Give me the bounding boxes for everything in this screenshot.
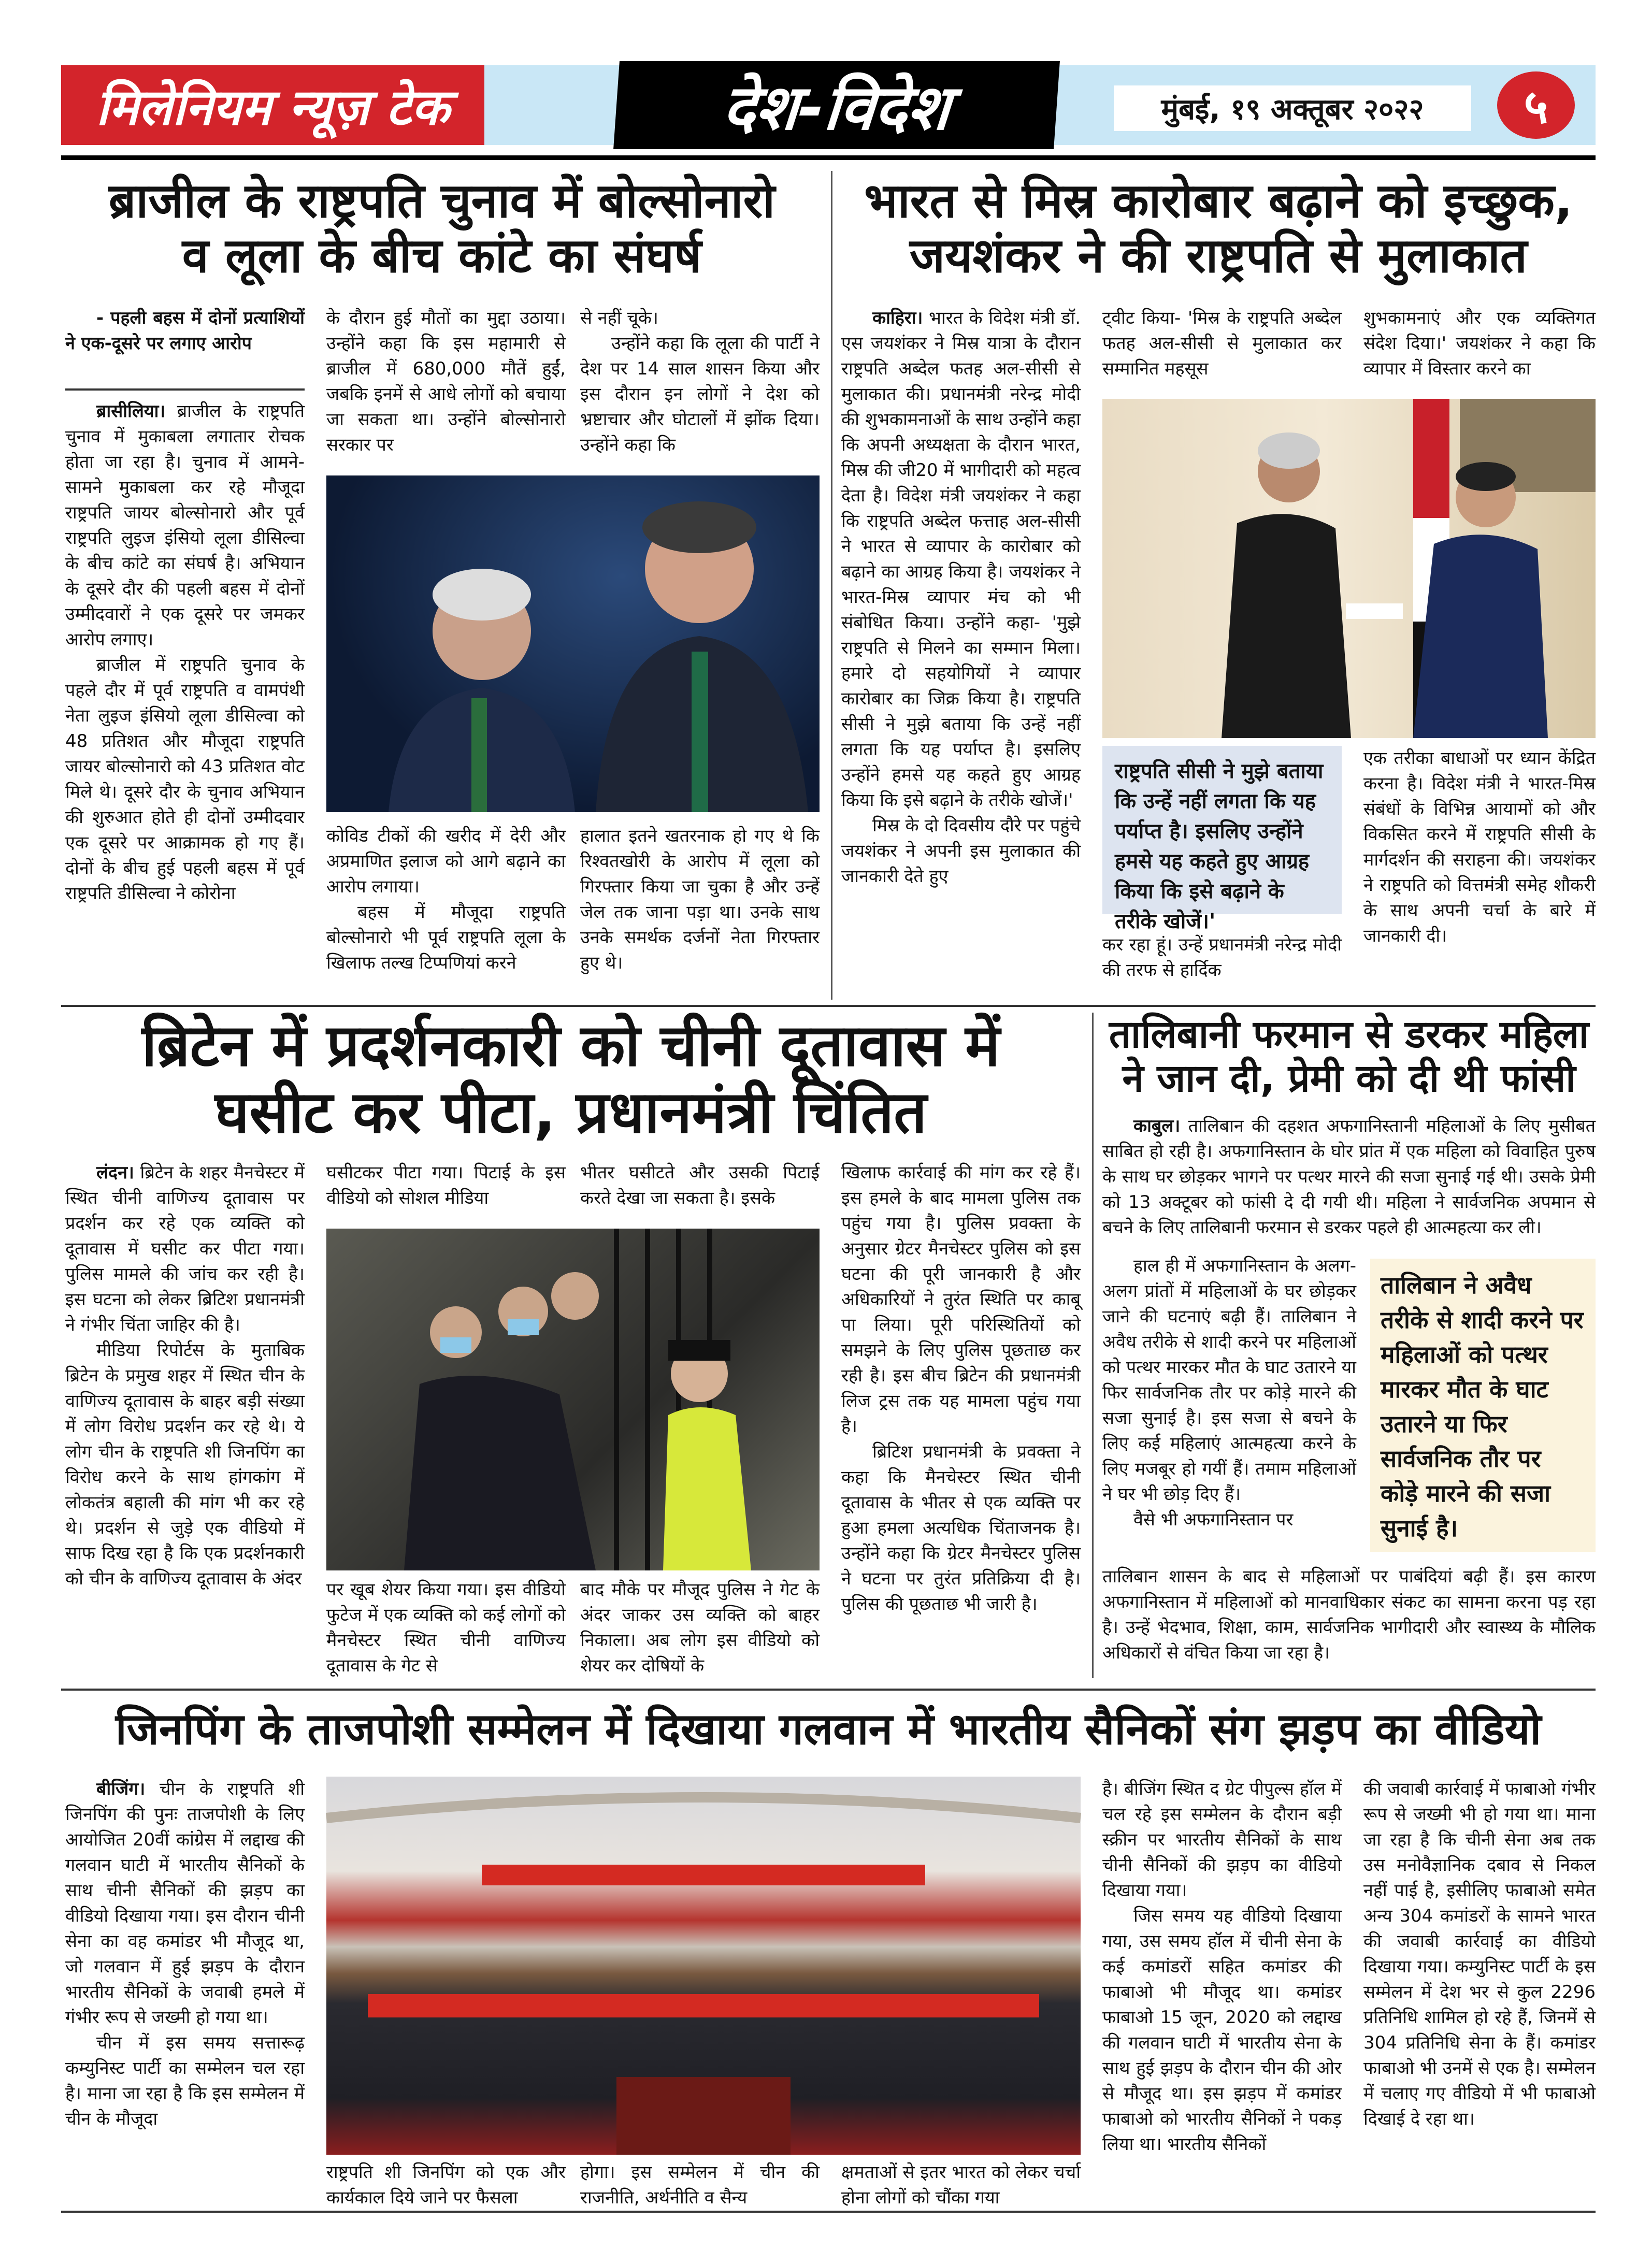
headline-line: ब्राजील के राष्ट्रपति चुनाव में बोल्सोनारो <box>108 173 775 228</box>
paragraph: क्षमताओं से इतर भारत को लेकर चर्चा होना लोगों को चौंका गया <box>841 2162 1081 2208</box>
paragraph: घसीटकर पीटा गया। पिटाई के इस वीडियो को सोशल मीडिया <box>326 1162 566 1208</box>
brazil-headline <box>61 174 823 283</box>
paragraph: हालात इतने खतरनाक हो गए थे कि रिश्वतखोरी के आरोप में लूला को गिरफ्तार किया जा चुका है और उन्हें जेल तक जाना पड़ा था। उनके साथ उनके समर्थक दर्जनों नेता गिरफ्तार हुए थे। <box>580 826 820 973</box>
paragraph: वैसे भी अफगानिस्तान पर <box>1133 1509 1294 1530</box>
headline-line: ने जान दी, प्रेमी को दी थी फांसी <box>1122 1056 1576 1101</box>
paragraph: उन्होंने कहा कि लूला की पार्टी ने देश पर 14 साल शासन किया और इस दौरान इन लोगों ने देश को भ्रष्टाचार और घोटालों में झोंक दिया। उन्होंने कहा कि <box>580 333 820 455</box>
paragraph: के दौरान हुई मौतों का मुद्दा उठाया। उन्होंने कहा कि इस महामारी से ब्राजील में 680,000 मौतें हुईं, जबकि इनमें से आधे लोगों को बचाया जा सकता था। उन्होंने बोल्सोनारो सरकार पर <box>326 308 566 455</box>
britain-column-2-bottom <box>326 1577 566 1678</box>
photo-illustration <box>326 1229 820 1570</box>
paragraph: तालिबान की दहशत अफगानिस्तानी महिलाओं के लिए मुसीबत साबित हो रही है। अफगानिस्तान के घोर प्रांत में एक महिला को विवाहित पुरुष के साथ घर छोड़कर भागने पर पत्थर मारने की सजा सुनाई गई थी। उसके प्रेमी को 13 अक्टूबर को फांसी दे दी गयी थी। महिला ने सार्वजनिक अपमान से बचने के लिए तालिबानी फरमान से डरकर पहले ही आत्महत्या कर ली। <box>1102 1116 1596 1238</box>
egypt-column-3-bottom <box>1363 746 1596 1000</box>
taliban-closing <box>1102 1564 1596 1678</box>
china-column-2 <box>326 2160 566 2212</box>
paragraph: है। बीजिंग स्थित द ग्रेट पीपुल्स हॉल में चल रहे इस सम्मेलन के दौरान बड़ी स्क्रीन पर भारतीय सैनिकों के साथ चीनी सैनिकों की झड़प का वीडियो दिखाया गया। <box>1102 1779 1342 1901</box>
britain-column-3-top <box>580 1160 820 1212</box>
paragraph: राष्ट्रपति शी जिनपिंग को एक और कार्यकाल दिये जाने पर फैसला <box>326 2162 566 2208</box>
photo-party-congress-hall <box>326 1777 1081 2155</box>
headline-line: ब्रिटेन में प्रदर्शनकारी को चीनी दूतावास में <box>141 1012 1000 1079</box>
issue-date: मुंबई, १९ अक्तूबर २०२२ <box>1114 85 1471 131</box>
britain-column-2-top <box>326 1160 566 1212</box>
subhead-divider <box>65 388 305 391</box>
paragraph: कर रहा हूं। उन्हें प्रधानमंत्री नरेन्द्र मोदी की तरफ से हार्दिक <box>1102 934 1342 980</box>
photo-lula-bolsonaro <box>326 475 820 812</box>
egypt-pull-quote: राष्ट्रपति सीसी ने मुझे बताया कि उन्हें नहीं लगता कि यह पर्याप्त है। इसलिए उन्होंने हमसे यह कहते हुए आग्रह किया कि इसे बढ़ाने के तरीके खोजें।' <box>1102 746 1342 914</box>
page-number: ५ <box>1497 71 1575 139</box>
paragraph: चीन के राष्ट्रपति शी जिनपिंग की पुनः ताजपोशी के लिए आयोजित 20वीं कांग्रेस में लद्दाख की गलवान घाटी में भारतीय सैनिकों के साथ चीनी सैनिकों की झड़प का वीडियो दिखाया गया। इस दौरान चीनी सेना का वह कमांडर भी मौजूद था, जो गलवान में हुई झड़प के दौरान भारतीय सैनिकों के जवाबी हमले में गंभीर रूप से जख्मी हो गया था। <box>65 1779 305 2028</box>
britain-headline <box>61 1013 1081 1146</box>
photo-illustration <box>326 475 820 812</box>
taliban-intro <box>1102 1114 1596 1253</box>
dateline: ब्रासीलिया। <box>96 401 166 422</box>
brazil-column-2-top <box>326 306 566 461</box>
egypt-column-2-bottom <box>1102 932 1342 1000</box>
column-divider <box>1092 1013 1094 1678</box>
section-title: देश-विदेश <box>613 61 1060 149</box>
taliban-pull-quote: तालिबान ने अवैध तरीके से शादी करने पर महिलाओं को पत्थर मारकर मौत के घाट उतारने या फिर सार्वजनिक तौर पर कोड़े मारने की सजा सुनाई है। <box>1370 1259 1596 1552</box>
paragraph: बहस में मौजूदा राष्ट्रपति बोल्सोनारो भी पूर्व राष्ट्रपति लूला के खिलाफ तल्ख टिप्पणियां करने <box>326 902 566 973</box>
taliban-column <box>1102 1253 1356 1564</box>
photo-illustration <box>1102 399 1596 738</box>
footer-rule <box>61 2211 1596 2213</box>
dateline: काहिरा। <box>872 308 923 328</box>
headline-line: व लूला के बीच कांटे का संघर्ष <box>182 227 702 283</box>
paragraph: कोविड टीकों की खरीद में देरी और अप्रमाणित इलाज को आगे बढ़ाने का आरोप लगाया। <box>326 826 566 897</box>
egypt-headline <box>841 174 1596 283</box>
headline-line: तालिबानी फरमान से डरकर महिला <box>1109 1012 1589 1057</box>
paragraph: ट्वीट किया- 'मिस्र के राष्ट्रपति अब्देल फतह अल-सीसी से मुलाकात कर सम्मानित महसूस <box>1102 308 1342 379</box>
subhead-text: - पहली बहस में दोनों प्रत्याशियों ने एक-दूसरे पर लगाए आरोप <box>65 308 305 354</box>
paragraph: की जवाबी कार्रवाई में फाबाओ गंभीर रूप से जख्मी भी हो गया था। माना जा रहा है कि चीनी सेना अब तक उस मनोवैज्ञानिक दबाव से निकल नहीं पाई है, इसीलिए फाबाओ समेत अन्य 304 कमांडरों के सामने भारत की जवाबी कार्रवाई का वीडियो दिखाया गया। कम्युनिस्ट पार्टी के इस सम्मेलन में देश भर से कुल 2296 प्रतिनिधि शामिल हो रहे हैं, जिनमें से 304 प्रतिनिधि सेना के हैं। कमांडर फाबाओ भी उनमें से एक है। सम्मेलन में चलाए गए वीडियो में भी फाबाओ दिखाई दे रहा था। <box>1363 1779 1596 2129</box>
paragraph: जिस समय यह वीडियो दिखाया गया, उस समय हॉल में चीनी सेना के कई कमांडरों सहित कमांडर की फाबाओ भी मौजूद था। कमांडर फाबाओ 15 जून, 2020 को लद्दाख की गलवान घाटी में भारतीय सेना के साथ हुई झड़प के दौरान चीन की ओर से मौजूद था। इस झड़प में कमांडर फाबाओ को भारतीय सैनिकों ने पकड़ लिया था। भारतीय सैनिकों <box>1102 1906 1342 2155</box>
paragraph: एक तरीका बाधाओं पर ध्यान केंद्रित करना है। विदेश मंत्री ने भारत-मिस्र संबंधों के विभिन्न आयामों को और विकसित करने में राष्ट्रपति सीसी के मार्गदर्शन की सराहना की। जयशंकर ने राष्ट्रपति को वित्तमंत्री समेह शौकरी के साथ अपनी चर्चा के बारे में जानकारी दी। <box>1363 748 1596 946</box>
paragraph: चीन में इस समय सत्तारूढ़ कम्युनिस्ट पार्टी का सम्मेलन चल रहा है। माना जा रहा है कि इस सम्मेलन में चीन के मौजूदा <box>65 2032 305 2129</box>
china-column-4 <box>841 2160 1081 2212</box>
paragraph: से नहीं चूके। <box>580 308 658 328</box>
egypt-column-2-top <box>1102 306 1342 383</box>
headline-line: भारत से मिस्र कारोबार बढ़ाने को इच्छुक, <box>864 173 1573 228</box>
paragraph: शुभकामनाएं और एक व्यक्तिगत संदेश दिया।' जयशंकर ने कहा कि व्यापार में विस्तार करने का <box>1363 308 1596 379</box>
photo-illustration <box>326 1777 1081 2155</box>
brazil-column-3-top <box>580 306 820 461</box>
britain-column-3-bottom <box>580 1577 820 1678</box>
section-divider <box>61 1689 1596 1691</box>
britain-column-4 <box>841 1160 1081 1678</box>
china-headline: जिनपिंग के ताजपोशी सम्मेलन में दिखाया गलवान में भारतीय सैनिकों संग झड़प का वीडियो <box>115 1704 1542 1754</box>
britain-column-1 <box>65 1160 305 1678</box>
brazil-column-1 <box>65 399 305 1000</box>
headline-line: जयशंकर ने की राष्ट्रपति से मुलाकात <box>909 227 1528 283</box>
paragraph: ब्रिटेन के शहर मैनचेस्टर में स्थित चीनी वाणिज्य दूतावास पर प्रदर्शन कर रहे एक व्यक्ति को दूतावास में घसीट कर पीटा गया। पुलिस मामले की जांच कर रही है। इस घटना को लेकर ब्रिटिश प्रधानमंत्री ने गंभीर चिंता जाहिर की है। <box>65 1162 305 1335</box>
brazil-subhead <box>65 306 305 383</box>
photo-jaishankar-sisi <box>1102 399 1596 738</box>
paragraph: ब्राजील के राष्ट्रपति चुनाव में मुकाबला लगातार रोचक होता जा रहा है। चुनाव में आमने-सामने मुकाबला कर रहे मौजूदा राष्ट्रपति जायर बोल्सोनारो और पूर्व राष्ट्रपति लुइज इंसियो लूला डीसिल्वा के बीच कांटे का संघर्ष है। अभियान के दूसरे दौर की पहली बहस में दोनों उम्मीदवारों ने एक दूसरे पर जमकर आरोप लगाए। <box>65 401 305 650</box>
paragraph: हाल ही में अफगानिस्तान के अलग-अलग प्रांतों में महिलाओं के घर छोड़कर जाने की घटनाएं बढ़ी हैं। तालिबान ने अवैध तरीके से शादी करने पर महिलाओं को पत्थर मारकर मौत के घाट उतारने या फिर सार्वजनिक तौर पर कोड़े मारने की सजा सुनाई है। इस सजा से बचने के लिए कई महिलाएं आत्महत्या करने के लिए मजबूर हो गयीं हैं। तमाम महिलाओं ने घर भी छोड़ दिए हैं। <box>1102 1256 1356 1505</box>
paragraph: होगा। इस सम्मेलन में चीन की राजनीति, अर्थनीति व सैन्य <box>580 2162 820 2208</box>
dateline: लंदन। <box>96 1162 134 1183</box>
paragraph: ब्रिटिश प्रधानमंत्री के प्रवक्ता ने कहा कि मैनचेस्टर स्थित चीनी दूतावास के भीतर से एक व्यक्ति पर हुआ हमला अत्यधिक चिंताजनक है। उन्होंने कहा कि ग्रेटर मैनचेस्टर पुलिस ने घटना पर तुरंत प्रतिक्रिया दी है। पुलिस की पूछताछ भी जारी है। <box>841 1441 1081 1614</box>
paragraph: भीतर घसीटते और उसकी पिटाई करते देखा जा सकता है। इसके <box>580 1162 820 1208</box>
china-column-6 <box>1363 1777 1596 2191</box>
paragraph: ब्राजील में राष्ट्रपति चुनाव के पहले दौर में पूर्व राष्ट्रपति व वामपंथी नेता लुइज इंसियो लूला डीसिल्वा को 48 प्रतिशत और मौजूदा राष्ट्रपति जायर बोल्सोनारो को 43 प्रतिशत वोट मिले थे। दूसरे दौर के चुनाव अभियान की शुरुआत होते ही दोनों उम्मीदवार एक दूसरे पर आक्रामक हो गए हैं। दोनों के बीच हुई पहली बहस में पूर्व राष्ट्रपति डीसिल्वा ने कोरोना <box>65 655 305 904</box>
taliban-headline <box>1102 1013 1596 1101</box>
paragraph: मिस्र के दो दिवसीय दौरे पर पहुंचे जयशंकर ने अपनी इस मुलाकात की जानकारी देते हुए <box>841 815 1081 887</box>
headline-line: घसीट कर पीटा, प्रधानमंत्री चिंतित <box>214 1078 927 1146</box>
china-column-5 <box>1102 1777 1342 2191</box>
photo-manchester-consulate-scuffle <box>326 1229 820 1570</box>
china-column-3 <box>580 2160 820 2212</box>
paragraph: पर खूब शेयर किया गया। इस वीडियो फुटेज में एक व्यक्ति को कई लोगों को मैनचेस्टर स्थित चीनी वाणिज्य दूतावास के गेट से <box>326 1579 566 1676</box>
header-rule <box>61 155 1596 160</box>
china-column-1 <box>65 1777 305 2191</box>
brazil-column-3-bottom <box>580 824 820 1000</box>
egypt-column-3-top <box>1363 306 1596 383</box>
paragraph: तालिबान शासन के बाद से महिलाओं पर पाबंदियां बढ़ी हैं। इस कारण अफगानिस्तान में महिलाओं को मानवाधिकार संकट का सामना करना पड़ रहा है। उन्हें भेदभाव, शिक्षा, काम, सार्वजनिक भागीदारी और स्वास्थ्य के मौलिक अधिकारों से वंचित किया जा रहा है। <box>1102 1566 1596 1663</box>
egypt-column-1 <box>841 306 1081 1000</box>
column-divider <box>831 171 832 1000</box>
paragraph: मीडिया रिपोर्टस के मुताबिक ब्रिटेन के प्रमुख शहर में स्थित चीन के वाणिज्य दूतावास के बाहर बड़ी संख्या में लोग विरोध प्रदर्शन कर रहे थे। ये लोग चीन के राष्ट्रपति शी जिनपिंग का विरोध करने के साथ हांगकांग में लोकतंत्र बहाली की मांग भी कर रहे थे। प्रदर्शन से जुड़े एक वीडियो में साफ दिख रहा है कि एक प्रदर्शनकारी को चीन के वाणिज्य दूतावास के अंदर <box>65 1340 305 1589</box>
brazil-column-2-bottom <box>326 824 566 1000</box>
masthead-logo: मिलेनियम न्यूज़ टेक <box>61 65 484 145</box>
dateline: बीजिंग। <box>96 1779 146 1799</box>
dateline: काबुल। <box>1133 1116 1181 1136</box>
paragraph: बाद मौके पर मौजूद पुलिस ने गेट के अंदर जाकर उस व्यक्ति को बाहर निकाला। अब लोग इस वीडियो को शेयर कर दोषियों के <box>580 1579 820 1676</box>
paragraph: खिलाफ कार्रवाई की मांग कर रहे हैं। इस हमले के बाद मामला पुलिस तक पहुंच गया है। पुलिस प्रवक्ता के अनुसार ग्रेटर मैनचेस्टर पुलिस को इस घटना की पूरी जानकारी है और अधिकारियों ने तुरंत स्थिति पर काबू पा लिया। पूरी परिस्थितियों को समझने के लिए पुलिस पूछताछ कर रही है। इस बीच ब्रिटेन की प्रधानमंत्री लिज ट्रस तक यह मामला पहुंच गया है। <box>841 1162 1081 1437</box>
paragraph: भारत के विदेश मंत्री डॉ. एस जयशंकर ने मिस्र यात्रा के दौरान राष्ट्रपति अब्देल फतह अल-सीसी से मुलाकात की। प्रधानमंत्री नरेन्द्र मोदी की शुभकामनाओं के साथ उन्होंने कहा कि अपनी अध्यक्षता के दौरान भारत, मिस्र की जी20 में भागीदारी को महत्व देता है। विदेश मंत्री जयशंकर ने कहा कि राष्ट्रपति अब्देल फत्ताह अल-सीसी ने भारत से व्यापार के कारोबार को बढ़ाने का आग्रह किया है। जयशंकर ने भारत-मिस्र व्यापार मंच को भी संबोधित किया। उन्होंने कहा- 'मुझे राष्ट्रपति से मिलने का सम्मान मिला। हमारे दो सहयोगियों ने व्यापार कारोबार का जिक्र किया है। राष्ट्रपति सीसी ने मुझे बताया कि उन्हें नहीं लगता कि यह पर्याप्त है। इसलिए उन्होंने हमसे यह कहते हुए आग्रह किया कि इसे बढ़ाने के तरीके खोजें।' <box>841 308 1081 811</box>
section-divider <box>61 1005 1596 1007</box>
